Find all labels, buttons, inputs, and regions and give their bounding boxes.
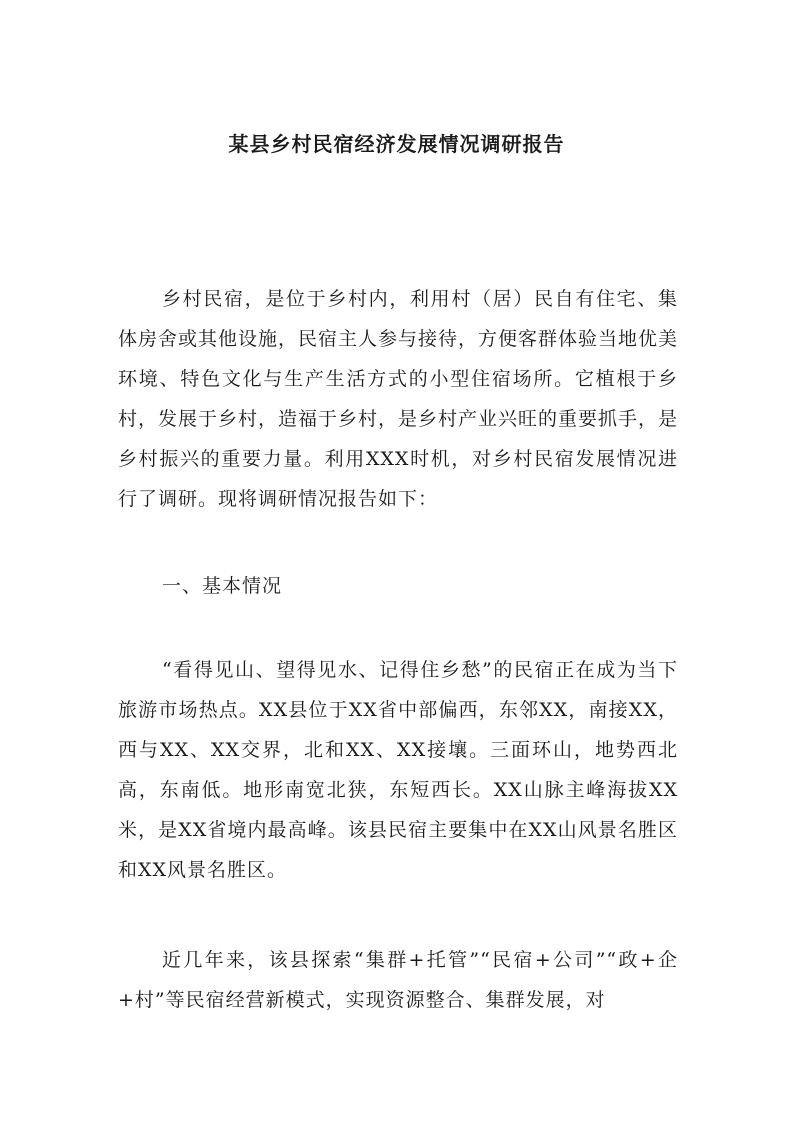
- new-models-paragraph: 近几年来，该县探索“集群+托管”“民宿+公司”“政+企+村”等民宿经营新模式，实现资源整合、集群发展，对: [118, 949, 678, 1011]
- section-heading-basic-situation: 一、基本情况: [162, 575, 283, 597]
- intro-paragraph: 乡村民宿，是位于乡村内，利用村（居）民自有住宅、集体房舍或其他设施，民宿主人参与接待，方便客群体验当地优美环境、特色文化与生产生活方式的小型住宿场所。它植根于乡村，发展于乡村，造福于乡村，是乡村产业兴旺的重要抓手，是乡村振兴的重要力量。利用XXX时机，对乡村民宿发展情况进行了调研。现将调研情况报告如下：: [118, 288, 679, 510]
- document-title: 某县乡村民宿经济发展情况调研报告: [228, 132, 565, 156]
- basic-situation-paragraph: “看得见山、望得见水、记得住乡愁”的民宿正在成为当下旅游市场热点。XX县位于XX省中部偏西，东邻XX，南接XX，西与XX、XX交界，北和XX、XX接壤。三面环山，地势西北高，东南低。地形南宽北狭，东短西长。XX山脉主峰海拔XX米，是XX省境内最高峰。该县民宿主要集中在XX山风景名胜区和XX风景名胜区。: [118, 659, 678, 881]
